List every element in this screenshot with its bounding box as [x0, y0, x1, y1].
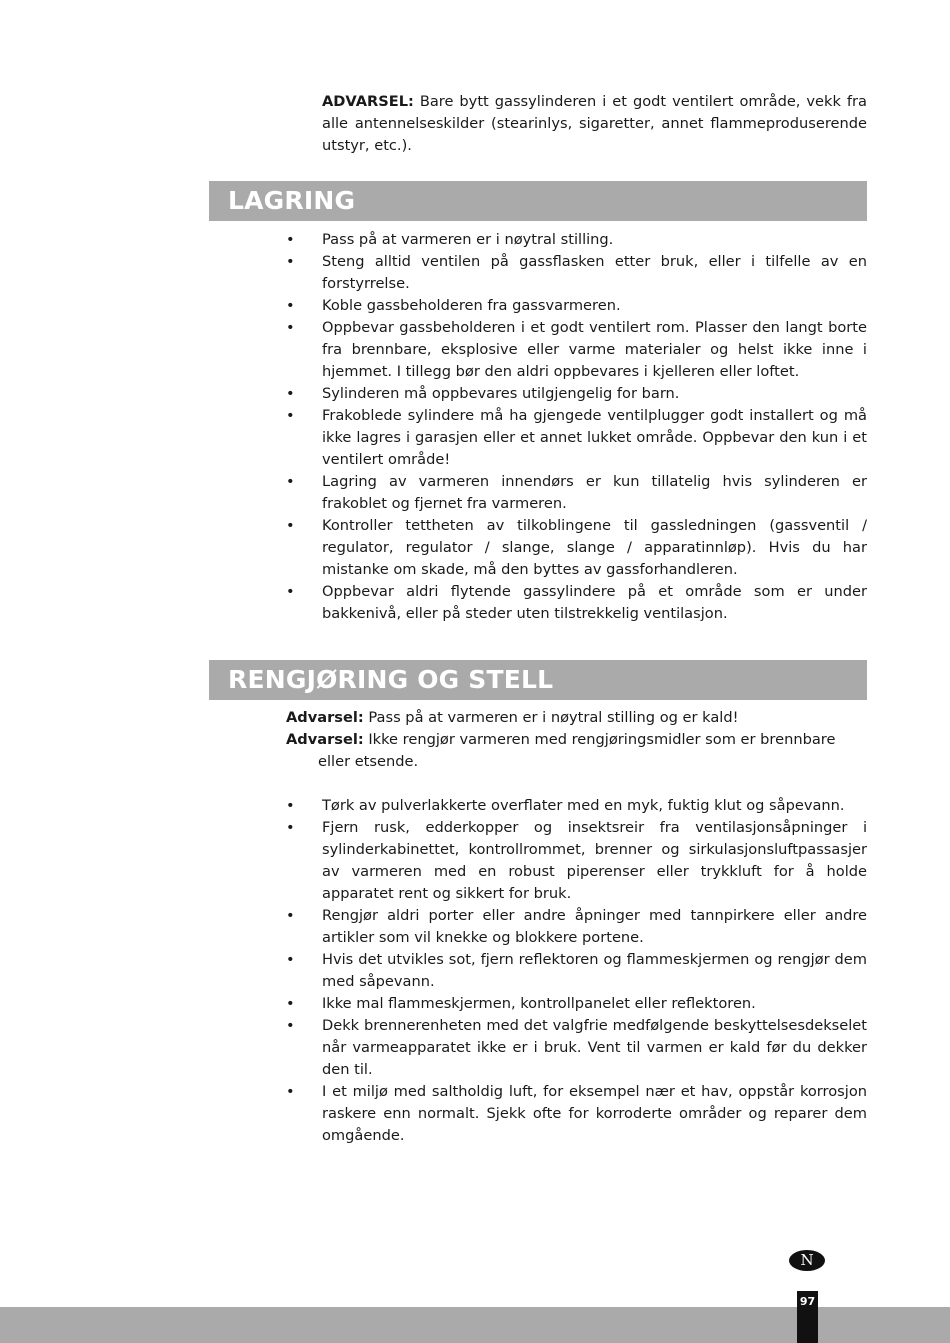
list-item: • Dekk brennerenheten med det valgfrie medfølgende beskyttelsesdekselet når varmeapparatet ikke er i bruk. Vent til varmen er kald før du dekker den til. — [286, 1017, 867, 1078]
list-item: • Pass på at varmeren er i nøytral stilling. — [286, 229, 867, 251]
bullet-icon: • — [286, 995, 295, 1012]
page-number: 97 — [797, 1291, 818, 1343]
list-item: • Hvis det utvikles sot, fjern reflektoren og flammeskjermen og rengjør dem med såpevann. — [286, 951, 867, 990]
list-item: • Koble gassbeholderen fra gassvarmeren. — [286, 295, 867, 317]
bullet-icon: • — [286, 407, 295, 424]
bullet-icon: • — [286, 1017, 295, 1034]
rengjoring-heading: RENGJØRING OG STELL — [209, 660, 867, 700]
bullet-icon: • — [286, 473, 295, 490]
list-item: • Sylinderen må oppbevares utilgjengelig for barn. — [286, 383, 867, 405]
bullet-icon: • — [286, 1083, 295, 1100]
list-item: • Oppbevar aldri flytende gassylindere på et område som er under bakkenivå, eller på steder uten tilstrekkelig ventilasjon. — [286, 583, 867, 622]
bullet-icon: • — [286, 907, 295, 924]
language-badge: N — [789, 1250, 825, 1271]
list-item: • Oppbevar gassbeholderen i et godt ventilert rom. Plasser den langt borte fra brennbare, eksplosive eller varme materialer og helst ikke inne i hjemmet. I tillegg bør den aldri oppbevares i kjelleren eller loftet. — [286, 319, 867, 380]
list-item: • Ikke mal flammeskjermen, kontrollpanelet eller reflektoren. — [286, 993, 867, 1015]
list-item: • Fjern rusk, edderkopper og insektsreir fra ventilasjonsåpninger i sylinderkabinettet, kontrollrommet, brenner og sirkulasjonsluftpassasjer av varmeren med en robust piperenser eller trykkluft for å holde apparatet rent og sikkert for bruk. — [286, 819, 867, 902]
bullet-icon: • — [286, 385, 295, 402]
bullet-icon: • — [286, 819, 295, 836]
bullet-icon: • — [286, 797, 295, 814]
bullet-icon: • — [286, 231, 295, 248]
list-item: • Steng alltid ventilen på gassflasken etter bruk, eller i tilfelle av en forstyrrelse. — [286, 253, 867, 292]
list-item: • Frakoblede sylindere må ha gjengede ventilplugger godt installert og må ikke lagres i garasjen eller et annet lukket område. Oppbevar den kun i et ventilert område! — [286, 407, 867, 468]
bullet-icon: • — [286, 319, 295, 336]
lagring-list — [286, 229, 867, 625]
lagring-heading: LAGRING — [209, 181, 867, 221]
list-item: • I et miljø med saltholdig luft, for eksempel nær et hav, oppstår korrosjon raskere enn normalt. Sjekk ofte for korroderte områder og reparer dem omgående. — [286, 1083, 867, 1144]
bullet-icon: • — [286, 297, 295, 314]
list-item: • Rengjør aldri porter eller andre åpninger med tannpirkere eller andre artikler som vil knekke og blokkere portene. — [286, 907, 867, 946]
list-item: • Kontroller tettheten av tilkoblingene til gassledningen (gassventil / regulator, regulator / slange, slange / apparatinnløp). Hvis du har mistanke om skade, må den byttes av gassforhandleren. — [286, 517, 867, 578]
rengjoring-warnings — [286, 707, 867, 773]
intro-warning — [322, 91, 867, 157]
intro-warning-text: Bare bytt gassylinderen i et godt ventilert område, vekk fra alle antennelseskilder (stearinlys, sigaretter, annet flammeproduserende utstyr, etc.). — [322, 93, 867, 154]
intro-warning-label: ADVARSEL: — [322, 93, 414, 110]
bullet-icon: • — [286, 253, 295, 270]
bullet-icon: • — [286, 583, 295, 600]
rengjoring-list — [286, 795, 867, 1147]
bullet-icon: • — [286, 517, 295, 534]
warning-line: Advarsel: Pass på at varmeren er i nøytral stilling og er kald! — [286, 709, 739, 726]
bullet-icon: • — [286, 951, 295, 968]
list-item: • Lagring av varmeren innendørs er kun tillatelig hvis sylinderen er frakoblet og fjernet fra varmeren. — [286, 473, 867, 512]
warning-line: Advarsel: Ikke rengjør varmeren med rengjøringsmidler som er brennbare eller etsende. — [286, 731, 836, 770]
list-item: • Tørk av pulverlakkerte overflater med en myk, fuktig klut og såpevann. — [286, 795, 867, 817]
